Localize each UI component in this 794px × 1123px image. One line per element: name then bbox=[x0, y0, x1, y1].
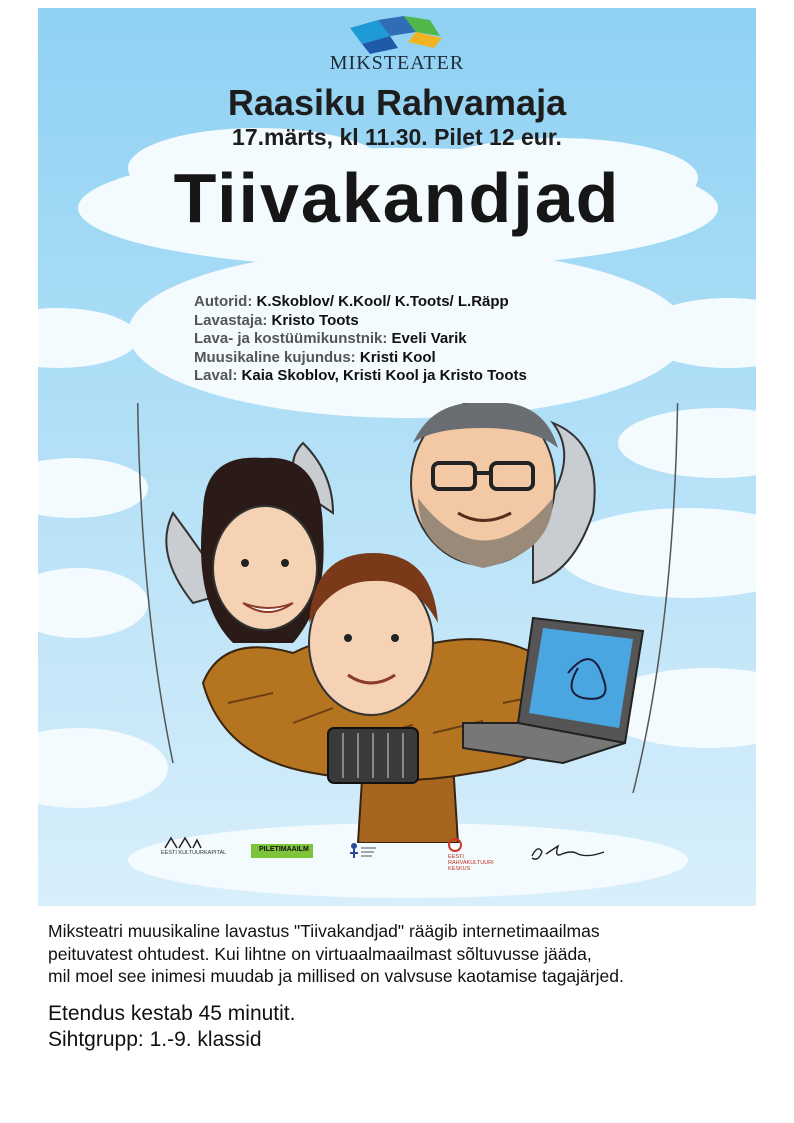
credit-line bbox=[194, 330, 527, 349]
cloud-shape bbox=[38, 568, 148, 638]
cloud-shape bbox=[38, 308, 138, 368]
venue-name: Raasiku Rahvamaja bbox=[227, 82, 567, 123]
description-line: peituvatest ohtudest. Kui lihtne on virtuaalmaailmast sõltuvusse jääda, bbox=[48, 943, 592, 964]
credit-label: Lava- ja kostüümikunstnik: bbox=[194, 330, 388, 347]
rahvakultuuri-logo-icon bbox=[448, 838, 462, 852]
sponsor-logos bbox=[133, 830, 673, 892]
event-info bbox=[48, 1001, 768, 1053]
audience-text: Sihtgrupp: 1.-9. klassid bbox=[48, 1028, 262, 1051]
credit-value: Kaia Skoblov, Kristi Kool ja Kristo Toots bbox=[241, 367, 527, 384]
credit-label: Laval: bbox=[194, 367, 238, 384]
credit-line bbox=[194, 349, 527, 368]
description-line: mil moel see inimesi muudab ja millised on valvsuse kaotamise tagajärjed. bbox=[48, 966, 624, 986]
credit-line bbox=[194, 293, 527, 312]
cloud-shape bbox=[38, 458, 148, 518]
sponsor-name: EESTI KULTUURKAPITAL bbox=[161, 850, 227, 856]
show-title: Tiivakandjad bbox=[173, 159, 621, 237]
date-line: 17.märts, kl 11.30. Pilet 12 eur. bbox=[232, 124, 562, 150]
credit-value: Kristo Toots bbox=[271, 311, 359, 329]
kultuurkapital-logo-icon bbox=[163, 836, 203, 850]
credit-value: Eveli Varik bbox=[391, 330, 467, 347]
description bbox=[48, 920, 768, 988]
credits-list bbox=[194, 293, 527, 386]
person-logo-icon bbox=[348, 842, 378, 862]
duration-text: Etendus kestab 45 minutit. bbox=[48, 1002, 296, 1025]
caricature-illustration bbox=[133, 403, 693, 843]
credit-label: Lavastaja: bbox=[194, 311, 268, 329]
event-poster bbox=[38, 8, 756, 906]
credit-line bbox=[194, 367, 527, 386]
brand-name: MIKSTEATER bbox=[329, 52, 465, 74]
credit-line bbox=[194, 312, 527, 331]
credit-value: Kristi Kool bbox=[359, 348, 436, 366]
signature-logo-icon bbox=[528, 842, 608, 864]
sponsor-name: PILETIMAAILM bbox=[259, 846, 309, 853]
sponsor-name: EESTI RAHVAKULTUURI KESKUS bbox=[448, 854, 494, 872]
credit-label: Muusikaline kujundus: bbox=[194, 348, 356, 366]
description-line: Miksteatri muusikaline lavastus "Tiivakandjad" räägib internetimaailmas bbox=[48, 921, 600, 941]
credit-label: Autorid: bbox=[194, 293, 253, 310]
credit-value: K.Skoblov/ K.Kool/ K.Toots/ L.Räpp bbox=[256, 293, 509, 310]
